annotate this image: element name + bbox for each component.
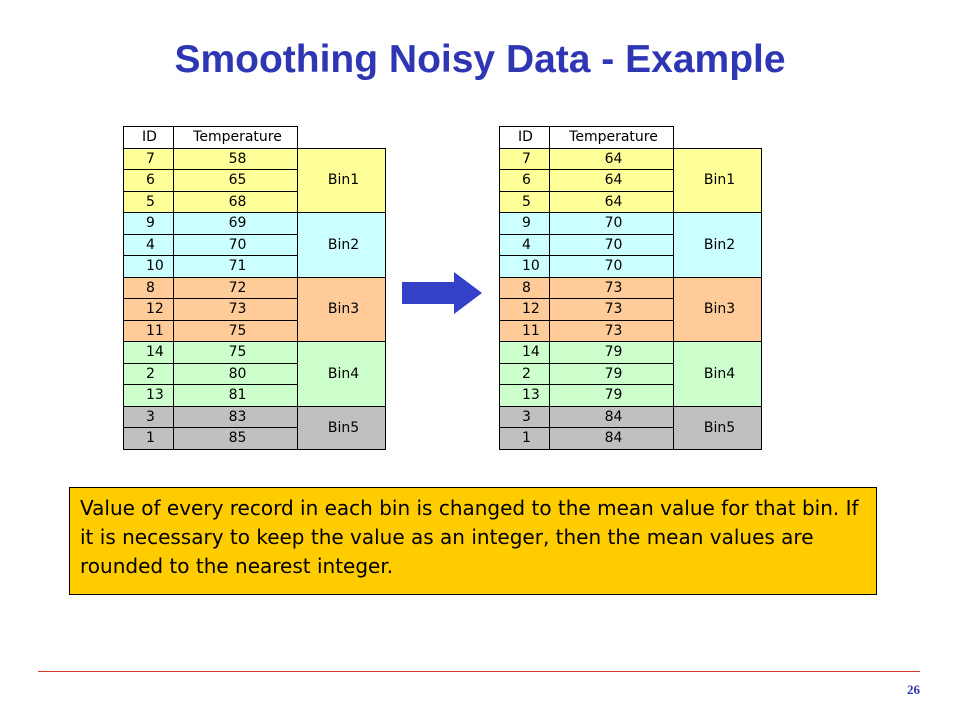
row-temperature: 58 <box>174 148 298 170</box>
row-id: 6 <box>500 170 550 192</box>
row-temperature: 73 <box>174 299 298 321</box>
row-temperature: 65 <box>174 170 298 192</box>
row-temperature: 84 <box>550 406 674 428</box>
table-row <box>500 342 762 364</box>
row-id: 4 <box>124 234 174 256</box>
table-row <box>124 277 386 299</box>
bin-label-2: Bin2 <box>298 213 386 278</box>
column-header-temperature: Temperature <box>174 127 298 149</box>
row-id: 8 <box>500 277 550 299</box>
row-id: 1 <box>124 428 174 450</box>
row-temperature: 73 <box>550 299 674 321</box>
smoothed-values-table <box>499 126 762 450</box>
row-temperature: 75 <box>174 342 298 364</box>
row-id: 2 <box>500 363 550 385</box>
column-header-temperature: Temperature <box>550 127 674 149</box>
row-id: 6 <box>124 170 174 192</box>
table-header-row <box>500 127 762 149</box>
row-temperature: 79 <box>550 385 674 407</box>
row-temperature: 64 <box>550 170 674 192</box>
row-id: 3 <box>500 406 550 428</box>
row-id: 10 <box>124 256 174 278</box>
row-id: 13 <box>500 385 550 407</box>
row-id: 3 <box>124 406 174 428</box>
row-id: 14 <box>124 342 174 364</box>
bin-column-spacer <box>674 127 762 149</box>
row-id: 14 <box>500 342 550 364</box>
row-temperature: 70 <box>550 256 674 278</box>
bin-label-1: Bin1 <box>674 148 762 213</box>
row-id: 9 <box>124 213 174 235</box>
row-temperature: 70 <box>174 234 298 256</box>
row-temperature: 64 <box>550 191 674 213</box>
explanation-note: Value of every record in each bin is changed to the mean value for that bin. If it is necessary to keep the value as an integer, then the mean values are rounded to the nearest integer. <box>69 487 877 595</box>
table-row <box>124 213 386 235</box>
row-id: 5 <box>124 191 174 213</box>
bin-label-5: Bin5 <box>298 406 386 449</box>
bin-column-spacer <box>298 127 386 149</box>
row-id: 12 <box>124 299 174 321</box>
row-temperature: 70 <box>550 213 674 235</box>
page-number: 26 <box>907 682 920 697</box>
row-temperature: 85 <box>174 428 298 450</box>
row-temperature: 80 <box>174 363 298 385</box>
row-temperature: 70 <box>550 234 674 256</box>
row-id: 7 <box>500 148 550 170</box>
slide-title: Smoothing Noisy Data - Example <box>174 38 786 81</box>
table-row <box>500 277 762 299</box>
row-temperature: 81 <box>174 385 298 407</box>
table-row <box>124 148 386 170</box>
row-id: 13 <box>124 385 174 407</box>
row-id: 1 <box>500 428 550 450</box>
table-row <box>124 406 386 428</box>
row-id: 2 <box>124 363 174 385</box>
bin-label-3: Bin3 <box>674 277 762 342</box>
bin-label-2: Bin2 <box>674 213 762 278</box>
row-id: 12 <box>500 299 550 321</box>
right-arrow-icon <box>402 272 482 314</box>
table-row <box>500 148 762 170</box>
row-id: 11 <box>124 320 174 342</box>
row-id: 5 <box>500 191 550 213</box>
bin-label-3: Bin3 <box>298 277 386 342</box>
footer-divider <box>38 671 920 672</box>
row-temperature: 64 <box>550 148 674 170</box>
row-temperature: 83 <box>174 406 298 428</box>
row-id: 7 <box>124 148 174 170</box>
row-id: 8 <box>124 277 174 299</box>
row-temperature: 84 <box>550 428 674 450</box>
row-id: 11 <box>500 320 550 342</box>
row-temperature: 73 <box>550 277 674 299</box>
row-temperature: 72 <box>174 277 298 299</box>
table-row <box>500 406 762 428</box>
row-temperature: 73 <box>550 320 674 342</box>
bin-label-4: Bin4 <box>298 342 386 407</box>
row-id: 4 <box>500 234 550 256</box>
row-temperature: 75 <box>174 320 298 342</box>
table-header-row <box>124 127 386 149</box>
row-id: 9 <box>500 213 550 235</box>
table-row <box>500 213 762 235</box>
bin-label-4: Bin4 <box>674 342 762 407</box>
column-header-id: ID <box>124 127 174 149</box>
original-values-table <box>123 126 386 450</box>
table-row <box>124 342 386 364</box>
row-temperature: 79 <box>550 363 674 385</box>
row-id: 10 <box>500 256 550 278</box>
bin-label-1: Bin1 <box>298 148 386 213</box>
row-temperature: 79 <box>550 342 674 364</box>
row-temperature: 69 <box>174 213 298 235</box>
column-header-id: ID <box>500 127 550 149</box>
bin-label-5: Bin5 <box>674 406 762 449</box>
row-temperature: 68 <box>174 191 298 213</box>
row-temperature: 71 <box>174 256 298 278</box>
